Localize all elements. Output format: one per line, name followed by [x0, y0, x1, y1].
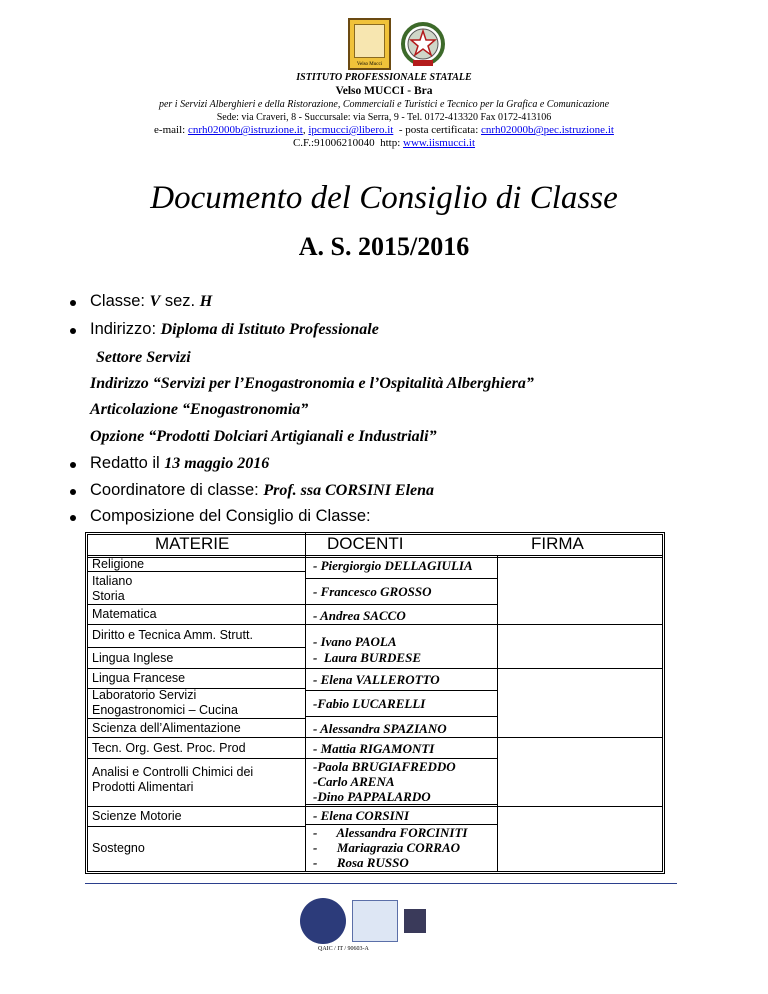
row-divider: [87, 604, 305, 605]
subject-cell: Analisi e Controlli Chimici dei: [92, 765, 254, 779]
row-divider: [87, 737, 663, 738]
document-title: Documento del Consiglio di Classe: [150, 180, 618, 216]
bullet-icon: [70, 489, 76, 495]
header-institute-name: Velso MUCCI - Bra: [335, 85, 433, 97]
subject-cell: Lingua Francese: [92, 671, 186, 685]
certification-code: QAIC / IT / 90603-A: [318, 946, 369, 952]
subject-cell: Prodotti Alimentari: [92, 780, 194, 794]
teacher-cell: -Carlo ARENA: [313, 774, 395, 789]
teacher-cell: - Piergiorgio DELLAGIULIA: [313, 558, 473, 573]
bullet-icon: [70, 328, 76, 334]
subject-cell: Religione: [92, 557, 145, 571]
row-divider: [305, 578, 497, 579]
iqnet-icon: [352, 900, 398, 942]
teacher-cell: - Ivano PAOLA: [313, 634, 397, 649]
email-link-2[interactable]: ipcmucci@libero.it: [308, 124, 394, 136]
email-link-1[interactable]: cnrh02000b@istruzione.it: [187, 124, 303, 136]
teacher-cell: -Fabio LUCARELLI: [313, 696, 426, 711]
row-divider: [87, 647, 305, 648]
header-fiscal-code: C.F.:91006210040 http: www.iismucci.it: [292, 137, 476, 149]
teacher-cell: - Elena CORSINI: [313, 808, 410, 823]
teacher-cell: - Elena VALLEROTTO: [313, 672, 440, 687]
subject-cell: Lingua Inglese: [92, 651, 174, 665]
subject-cell: Matematica: [92, 607, 157, 621]
row-divider: [87, 806, 663, 807]
column-divider: [305, 533, 306, 872]
settore: Settore Servizi: [96, 349, 191, 366]
pec-link[interactable]: cnrh02000b@pec.istruzione.it: [481, 124, 614, 136]
header-services: per i Servizi Alberghieri e della Ristorazione, Commerciali e Turistici e Tecnico per la Grafica e Comunicazione: [158, 99, 610, 110]
row-divider: [305, 804, 497, 805]
teacher-cell: - Andrea SACCO: [313, 608, 406, 623]
subject-cell: Laboratorio Servizi: [92, 688, 197, 702]
row-divider: [87, 718, 305, 719]
header-address: Sede: via Craveri, 8 - Succursale: via Serra, 9 - Tel. 0172-413320 Fax 0172-413106: [216, 112, 552, 123]
teacher-cell: - Alessandra SPAZIANO: [313, 721, 447, 736]
header-contacts: e-mail: cnrh02000b@istruzione.it, ipcmucci@libero.it - posta certificata: cnrh02000b@pec.istruzione.it: [154, 124, 614, 136]
bullet-icon: [70, 515, 76, 521]
subject-cell: Scienza dell’Alimentazione: [92, 721, 241, 735]
row-divider: [87, 668, 663, 669]
teacher-cell: - Francesco GROSSO: [313, 584, 432, 599]
subject-cell: Scienze Motorie: [92, 809, 182, 823]
subject-cell: Enogastronomici – Cucina: [92, 703, 238, 717]
subject-cell: Italiano: [92, 574, 133, 588]
row-divider: [87, 758, 305, 759]
header-institute-type: ISTITUTO PROFESSIONALE STATALE: [296, 72, 472, 83]
teacher-cell: - Alessandra FORCINITI: [313, 825, 468, 840]
accreditation-icon: [404, 909, 426, 933]
teacher-cell: - Mariagrazia CORRAO: [313, 840, 460, 855]
row-divider: [305, 716, 497, 717]
school-year: A. S. 2015/2016: [298, 232, 470, 261]
italian-republic-emblem-icon: [399, 18, 447, 70]
website-link[interactable]: www.iismucci.it: [403, 137, 476, 149]
teacher-cell: - Mattia RIGAMONTI: [313, 741, 435, 756]
row-divider: [305, 690, 497, 691]
logos: [348, 18, 447, 70]
subject-cell: Sostegno: [92, 841, 145, 855]
teacher-cell: - Rosa RUSSO: [313, 855, 409, 870]
row-divider: [305, 604, 497, 605]
bullet-icon: [70, 462, 76, 468]
articolazione: Articolazione “Enogastronomia”: [90, 401, 309, 418]
indirizzo-servizi: Indirizzo “Servizi per l’Enogastronomia e l’Ospitalità Alberghiera”: [90, 375, 534, 392]
row-divider: [87, 826, 305, 827]
row-divider: [87, 624, 663, 625]
subject-cell: Diritto e Tecnica Amm. Strutt.: [92, 628, 253, 642]
teacher-cell: -Dino PAPPALARDO: [313, 789, 431, 804]
header-materie: MATERIE: [155, 534, 230, 553]
certification-logos: [300, 898, 426, 944]
subject-cell: Storia: [92, 589, 125, 603]
school-logo: Velso Mucci: [348, 18, 391, 70]
bullet-icon: [70, 300, 76, 306]
header-firma: FIRMA: [531, 534, 584, 553]
opzione: Opzione “Prodotti Dolciari Artigianali e Industriali”: [90, 428, 437, 445]
teacher-cell: - Laura BURDESE: [313, 650, 421, 665]
header-docenti: DOCENTI: [327, 534, 404, 553]
column-divider: [497, 556, 498, 872]
footer-divider: [85, 883, 677, 884]
subject-cell: Tecn. Org. Gest. Proc. Prod: [92, 741, 246, 755]
teacher-cell: -Paola BRUGIAFREDDO: [313, 759, 456, 774]
quality-seal-icon: [300, 898, 346, 944]
